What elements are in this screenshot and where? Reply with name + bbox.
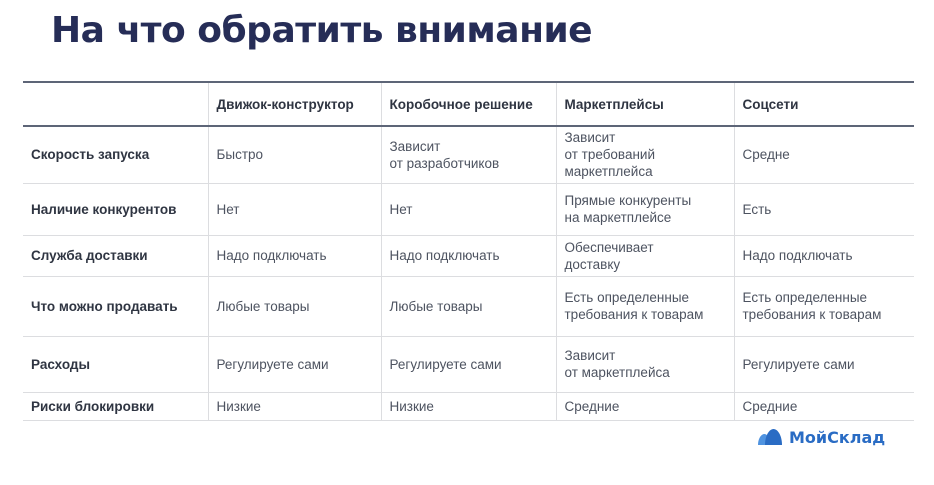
table-cell: Регулируете сами — [381, 336, 556, 392]
table-cell: Надо подключать — [734, 235, 914, 276]
table-cell: Надо подключать — [208, 235, 381, 276]
table-cell: Средние — [556, 392, 734, 420]
table-cell: Быстро — [208, 126, 381, 183]
column-header-engine: Движок-конструктор — [208, 82, 381, 126]
table-cell: Нет — [208, 183, 381, 235]
table-row — [23, 276, 914, 336]
table-cell: Прямые конкуренты на маркетплейсе — [556, 183, 734, 235]
column-header-empty — [23, 82, 208, 126]
table-cell: Зависит от маркетплейса — [556, 336, 734, 392]
column-header-marketplaces: Маркетплейсы — [556, 82, 734, 126]
table-row — [23, 392, 914, 420]
table-cell: Низкие — [208, 392, 381, 420]
table-cell: Есть определенные требования к товарам — [556, 276, 734, 336]
table-cell: Нет — [381, 183, 556, 235]
logo-text: МойСклад — [789, 427, 886, 447]
row-label: Служба доставки — [23, 235, 208, 276]
table-cell: Обеспечивает доставку — [556, 235, 734, 276]
table-row — [23, 126, 914, 183]
table-cell: Регулируете сами — [208, 336, 381, 392]
table-header-row — [23, 82, 914, 126]
table-cell: Зависит от требований маркетплейса — [556, 126, 734, 183]
table-cell: Любые товары — [208, 276, 381, 336]
moysklad-logo — [757, 425, 885, 449]
table-cell: Средне — [734, 126, 914, 183]
comparison-table — [23, 81, 914, 421]
table-cell: Любые товары — [381, 276, 556, 336]
table-cell: Есть определенные требования к товарам — [734, 276, 914, 336]
row-label: Риски блокировки — [23, 392, 208, 420]
table-cell: Надо подключать — [381, 235, 556, 276]
row-label: Наличие конкурентов — [23, 183, 208, 235]
table-row — [23, 235, 914, 276]
moysklad-logo-icon — [757, 428, 783, 446]
table-cell: Зависит от разработчиков — [381, 126, 556, 183]
table-cell: Регулируете сами — [734, 336, 914, 392]
table-cell: Средние — [734, 392, 914, 420]
row-label: Расходы — [23, 336, 208, 392]
table-cell: Есть — [734, 183, 914, 235]
row-label: Что можно продавать — [23, 276, 208, 336]
column-header-boxed: Коробочное решение — [381, 82, 556, 126]
row-label: Скорость запуска — [23, 126, 208, 183]
page-title: На что обратить внимание — [51, 10, 593, 51]
column-header-social: Соцсети — [734, 82, 914, 126]
table-row — [23, 183, 914, 235]
table-cell: Низкие — [381, 392, 556, 420]
table-row — [23, 336, 914, 392]
